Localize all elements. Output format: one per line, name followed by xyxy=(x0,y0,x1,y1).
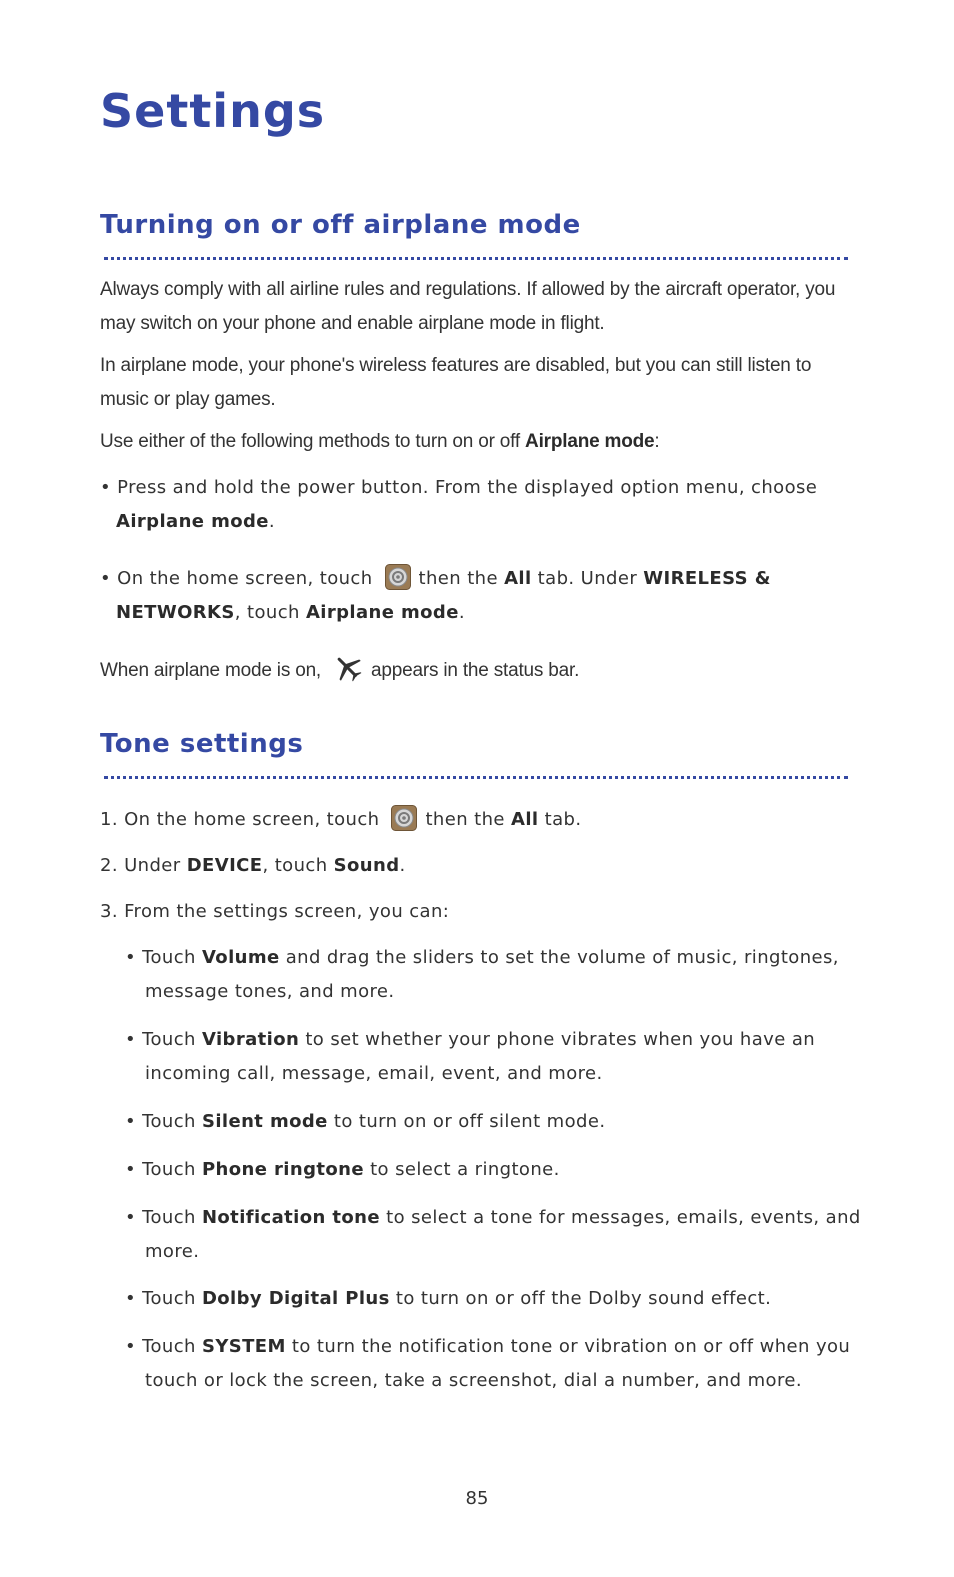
page-number: 85 xyxy=(465,1488,489,1509)
bullet-power-button: • Press and hold the power button. From the displayed option menu, choose Airplane mode. xyxy=(100,477,818,532)
section-divider xyxy=(104,257,848,260)
paragraph-methods: Use either of the following methods to turn on or off Airplane mode: xyxy=(100,431,660,452)
section-heading-airplane-mode: Turning on or off airplane mode xyxy=(100,210,581,240)
section-heading-tone-settings: Tone settings xyxy=(100,729,304,759)
step-2: 2. Under DEVICE, touch Sound. xyxy=(100,855,406,876)
airplane-icon xyxy=(331,651,365,685)
step-1: 1. On the home screen, touch then the All tab. xyxy=(100,803,860,837)
page-title: Settings xyxy=(100,84,326,138)
gear-icon xyxy=(385,564,411,590)
section-divider xyxy=(104,776,848,779)
paragraph-status-bar: When airplane mode is on, appears in the status bar. xyxy=(100,651,860,688)
gear-icon xyxy=(391,805,417,831)
subitem-silent-mode: • Touch Silent mode to turn on or off silent mode. xyxy=(125,1111,606,1132)
subitem-phone-ringtone: • Touch Phone ringtone to select a ringtone. xyxy=(125,1159,560,1180)
paragraph-airline-rules: Always comply with all airline rules and regulations. If allowed by the aircraft operator, you may switch on your phone and enable airplane mode in flight. xyxy=(100,279,836,334)
paragraph-wireless-disabled: In airplane mode, your phone's wireless features are disabled, but you can still listen to music or play games. xyxy=(100,355,812,410)
subitem-notification-tone: • Touch Notification tone to select a tone for messages, emails, events, and more. xyxy=(125,1207,861,1262)
subitem-dolby: • Touch Dolby Digital Plus to turn on or off the Dolby sound effect. xyxy=(125,1288,772,1309)
subitem-volume: • Touch Volume and drag the sliders to set the volume of music, ringtones, message tones, and more. xyxy=(125,947,839,1002)
step-3: 3. From the settings screen, you can: xyxy=(100,901,450,922)
subitem-vibration: • Touch Vibration to set whether your phone vibrates when you have an incoming call, message, email, event, and more. xyxy=(125,1029,816,1084)
bullet-home-screen: • On the home screen, touch then the All tab. Under WIRELESS & NETWORKS, touch Airplane mode. xyxy=(100,562,860,630)
subitem-system: • Touch SYSTEM to turn the notification tone or vibration on or off when you touch or lock the screen, take a screenshot, dial a number, and more. xyxy=(125,1336,851,1391)
